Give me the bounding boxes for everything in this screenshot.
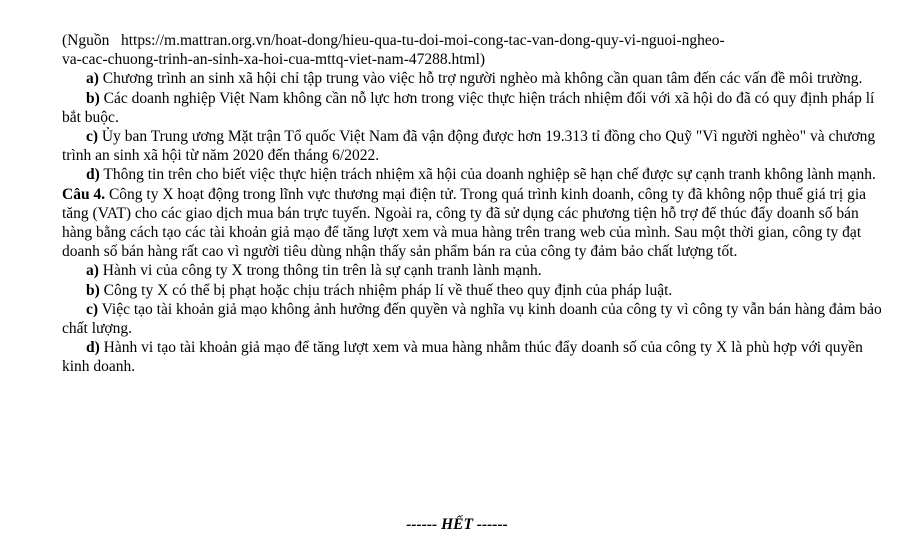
q3-option-c xyxy=(62,127,892,165)
option-label: a) xyxy=(86,262,99,280)
source-url-line1: https://m.mattran.org.vn/hoat-dong/hieu-qua-tu-doi-moi-cong-tac-van-dong-quy-vi-nguoi-ngheo- xyxy=(120,32,725,49)
q4-option-a xyxy=(62,261,892,280)
source-citation xyxy=(62,31,892,69)
option-label: d) xyxy=(86,166,100,184)
option-label: b) xyxy=(86,281,100,299)
document-body xyxy=(62,31,892,377)
q3-option-a xyxy=(62,69,892,88)
option-label: b) xyxy=(86,89,100,107)
option-text: Thông tin trên cho biết việc thực hiện trách nhiệm xã hội của doanh nghiệp sẽ hạn chế được sự cạnh tranh không lành mạnh. xyxy=(103,166,876,184)
q3-option-d xyxy=(62,165,892,184)
q3-option-b xyxy=(62,89,892,127)
q4-option-c xyxy=(62,300,892,338)
option-text: Chương trình an sinh xã hội chỉ tập trung vào việc hỗ trợ người nghèo mà không cần quan tâm đến các vấn đề môi trường. xyxy=(102,70,863,88)
option-text: Hành vi của công ty X trong thông tin trên là sự cạnh tranh lành mạnh. xyxy=(102,262,542,280)
q4-option-b xyxy=(62,281,892,300)
option-text: Ủy ban Trung ương Mặt trận Tổ quốc Việt Nam đã vận động được hơn 19.313 tỉ đồng cho Quỹ "Vì người nghèo" và chương trình an sinh xã hội từ năm 2020 đến tháng 6/2022. xyxy=(62,128,876,165)
end-marker: ------ HẾT ------ xyxy=(406,516,508,533)
source-open: (Nguồn xyxy=(62,32,110,49)
source-url-line2: va-cac-chuong-trinh-an-sinh-xa-hoi-cua-mttq-viet-nam-47288.html) xyxy=(62,51,486,69)
option-label: a) xyxy=(86,70,99,88)
question-4-stem xyxy=(62,185,892,262)
option-text: Các doanh nghiệp Việt Nam không cần nỗ lực hơn trong việc thực hiện trách nhiệm đối với xã hội do đã có quy định pháp lí bắt buộc. xyxy=(62,89,875,126)
q4-option-d xyxy=(62,338,892,376)
option-label: c) xyxy=(86,128,99,146)
option-label: d) xyxy=(86,339,100,357)
option-text: Công ty X có thể bị phạt hoặc chịu trách nhiệm pháp lí về thuế theo quy định của pháp luật. xyxy=(103,281,673,299)
option-label: c) xyxy=(86,300,99,318)
option-text: Việc tạo tài khoản giả mạo không ảnh hưởng đến quyền và nghĩa vụ kinh doanh của công ty vì công ty vẫn bán hàng đảm bảo chất lượng. xyxy=(62,300,882,338)
question-text: Công ty X hoạt động trong lĩnh vực thương mại điện tử. Trong quá trình kinh doanh, công ty đã không nộp thuế giá trị gia tăng (VAT) cho các giao dịch mua bán trực tuyến. Ngoài ra, công ty đã sử dụng các phương tiện hỗ trợ để thúc đẩy doanh số bán hàng bằng cách tạo các tài khoản giả mạo để tăng lượt xem và mua hàng trên trang web của mình. Sau một thời gian, công ty đạt doanh số bán hàng rất cao vì người tiêu dùng nhận thấy sản phẩm bán ra của công ty đảm bảo chất lượng tốt. xyxy=(62,185,867,261)
question-label: Câu 4. xyxy=(62,185,106,203)
option-text: Hành vi tạo tài khoản giả mạo để tăng lượt xem và mua hàng nhằm thúc đẩy doanh số của công ty X là phù hợp với quyền kinh doanh. xyxy=(62,339,863,376)
